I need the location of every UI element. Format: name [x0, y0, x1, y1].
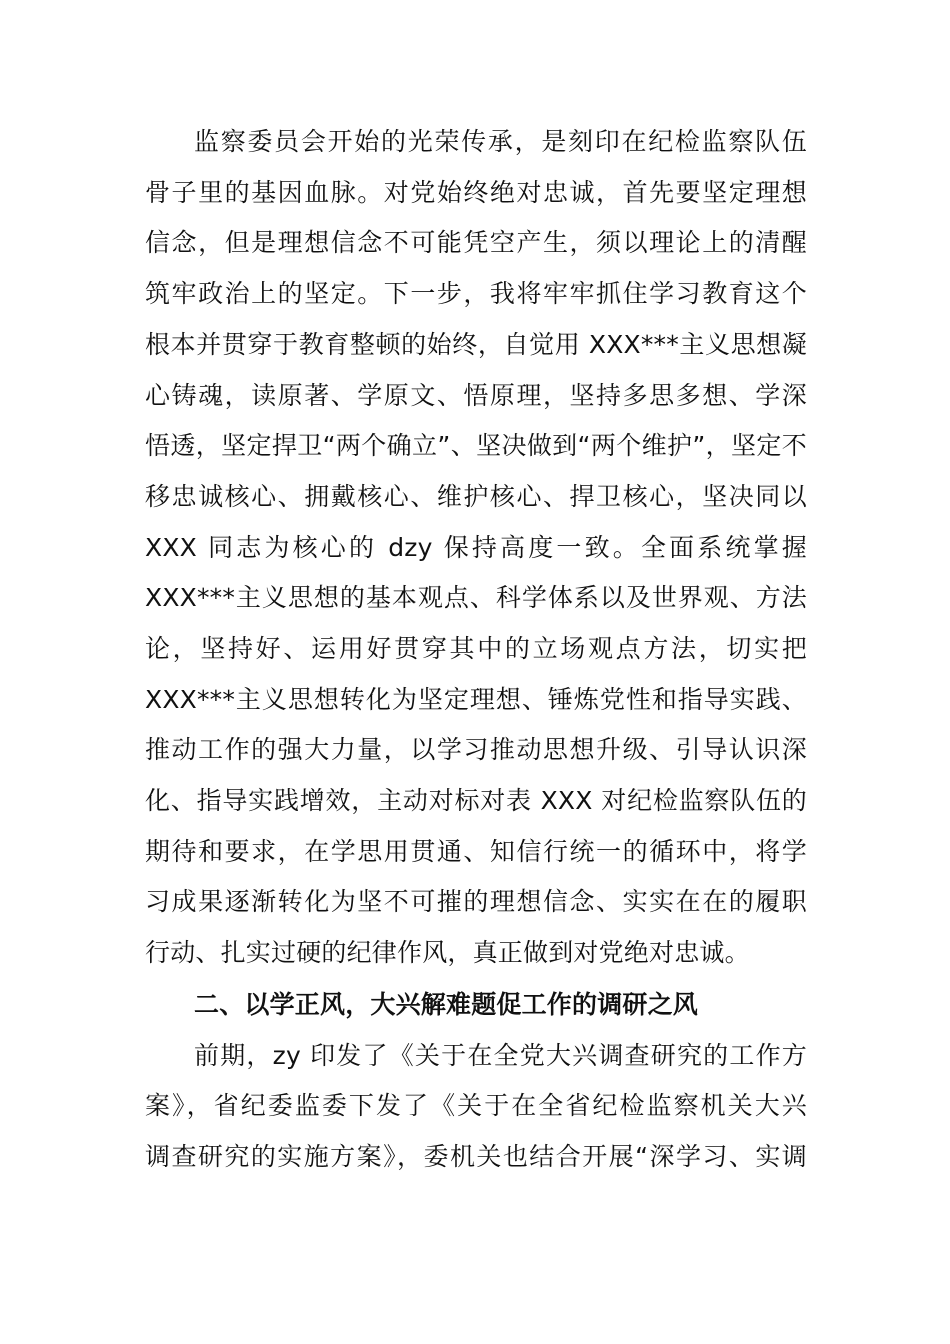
- paragraph-line: 根本并贯穿于教育整顿的始终，自觉用 XXX***主义思想凝: [145, 330, 807, 359]
- paragraph-line: 化、指导实践增效，主动对标对表 XXX 对纪检监察队伍的: [145, 786, 807, 815]
- paragraph-line: 调查研究的实施方案》，委机关也结合开展“深学习、实调: [145, 1142, 807, 1171]
- paragraph-line: 信念，但是理想信念不可能凭空产生，须以理论上的清醒: [145, 228, 807, 257]
- paragraph-line: 骨子里的基因血脉。对党始终绝对忠诚，首先要坚定理想: [145, 178, 807, 207]
- paragraph-line: 论，坚持好、运用好贯穿其中的立场观点方法，切实把: [145, 634, 807, 663]
- paragraph-line: 行动、扎实过硬的纪律作风，真正做到对党绝对忠诚。: [145, 938, 750, 967]
- paragraph-line: XXX***主义思想的基本观点、科学体系以及世界观、方法: [145, 583, 807, 612]
- paragraph-line: 筑牢政治上的坚定。下一步，我将牢牢抓住学习教育这个: [145, 279, 807, 308]
- paragraph-line: 期待和要求，在学思用贯通、知信行统一的循环中，将学: [145, 837, 807, 866]
- paragraph-line: 心铸魂，读原著、学原文、悟原理，坚持多思多想、学深: [145, 381, 807, 410]
- paragraph-line: 悟透，坚定捍卫“两个确立”、坚决做到“两个维护”，坚定不: [145, 431, 807, 460]
- paragraph-line: XXX 同志为核心的 dzy 保持高度一致。全面系统掌握: [145, 533, 807, 562]
- section-heading: 二、以学正风，大兴解难题促工作的调研之风: [194, 990, 699, 1019]
- paragraph-line: 移忠诚核心、拥戴核心、维护核心、捍卫核心，坚决同以: [145, 482, 807, 511]
- paragraph-line: 前期，zy 印发了《关于在全党大兴调查研究的工作方: [194, 1041, 807, 1070]
- paragraph-line: 推动工作的强大力量，以学习推动思想升级、引导认识深: [145, 735, 807, 764]
- paragraph-line: 监察委员会开始的光荣传承，是刻印在纪检监察队伍: [194, 127, 807, 156]
- paragraph-line: 习成果逐渐转化为坚不可摧的理想信念、实实在在的履职: [145, 887, 807, 916]
- paragraph-line: 案》，省纪委监委下发了《关于在全省纪检监察机关大兴: [145, 1091, 807, 1120]
- paragraph-line: XXX***主义思想转化为坚定理想、锤炼党性和指导实践、: [145, 685, 807, 714]
